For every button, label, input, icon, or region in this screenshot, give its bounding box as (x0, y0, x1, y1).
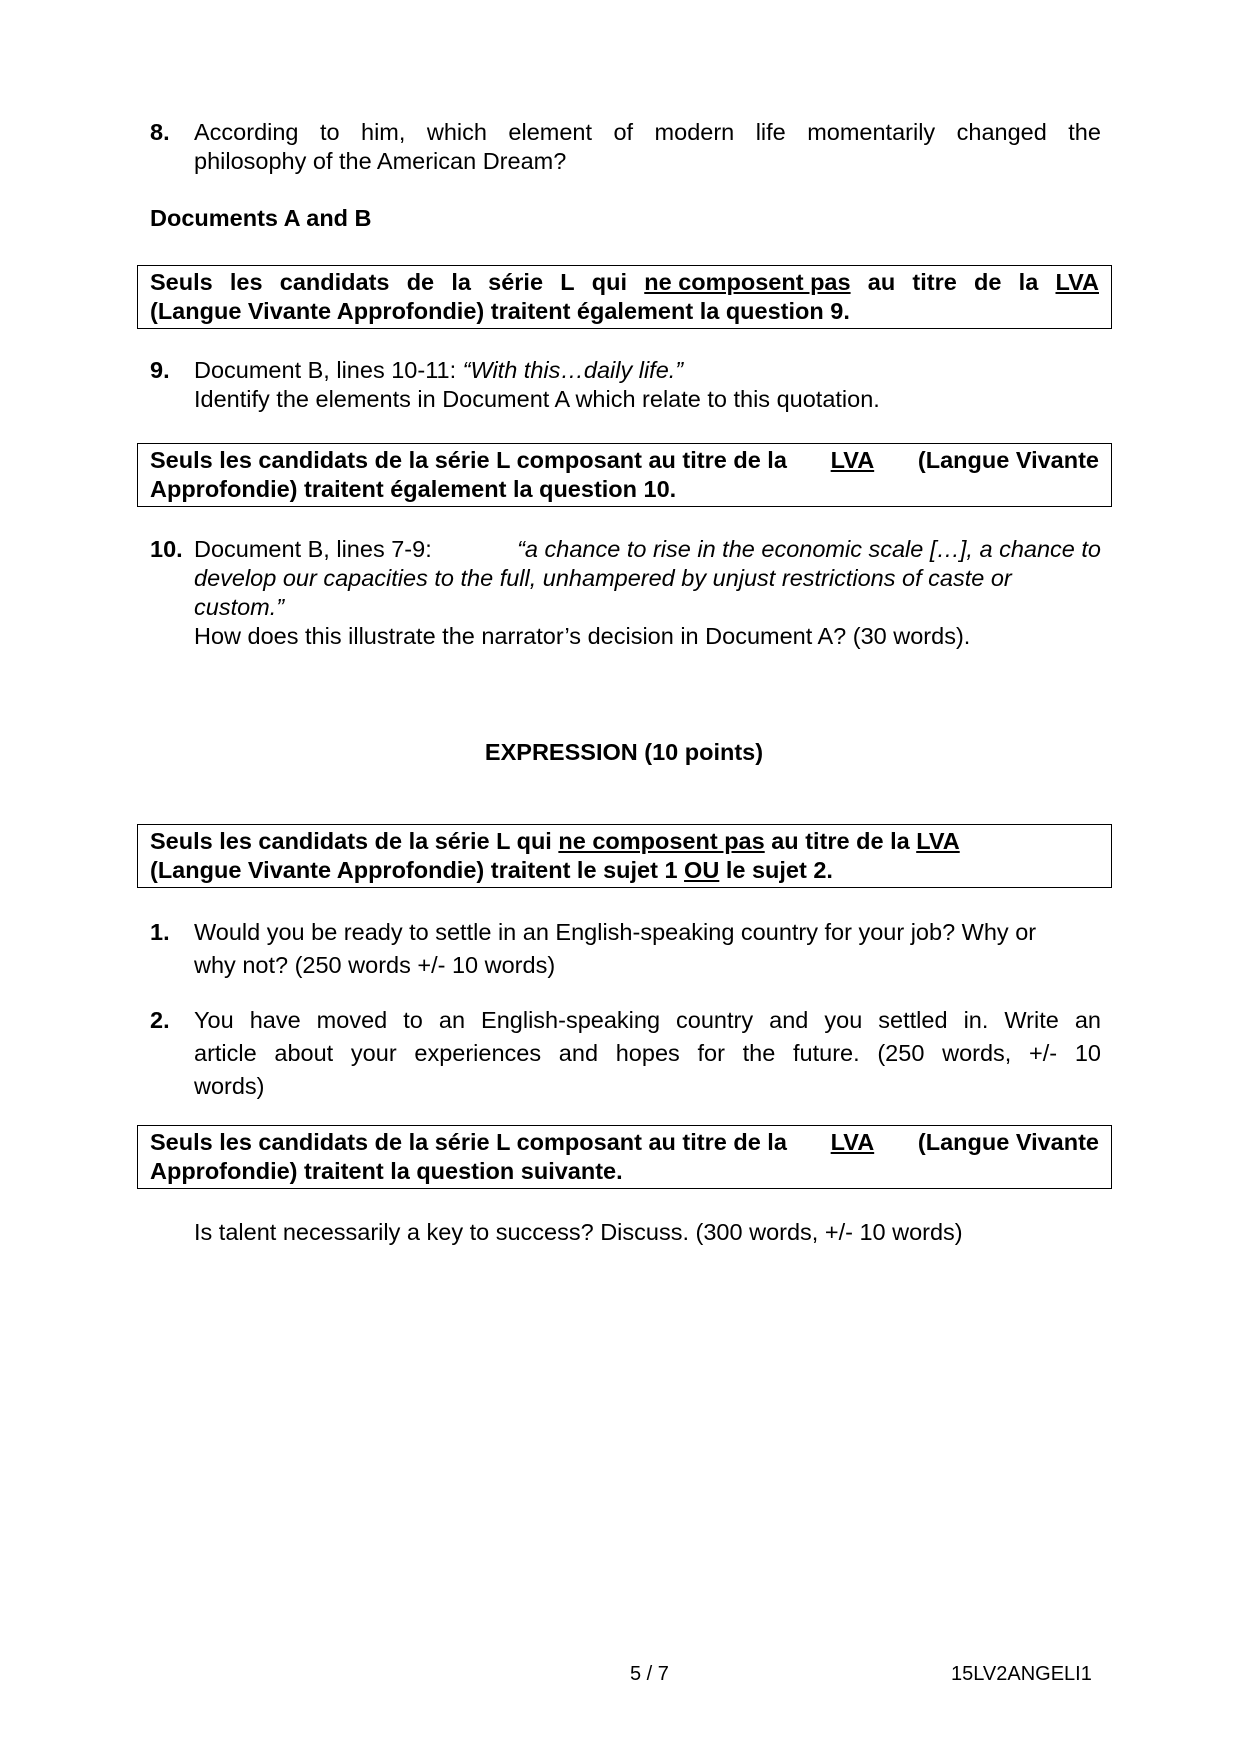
instruction-box-q10 (137, 443, 1112, 507)
subject-1-line1: Would you be ready to settle in an English-speaking country for your job? Why or (194, 919, 1037, 945)
question-8-line1: According to him, which element of modern life momentarily changed the (194, 119, 1101, 145)
instruction-box-q9-line1: Seuls les candidats de la série L qui ne composent pas au titre de la LVA (150, 269, 1099, 295)
subject-2-line3: words) (194, 1073, 265, 1099)
subject-2-line1: You have moved to an English-speaking country and you settled in. Write an (194, 1007, 1101, 1033)
page-number: 5 / 7 (630, 1663, 669, 1685)
instruction-box-q9 (137, 265, 1112, 329)
instruction-box-q10-line1: Seuls les candidats de la série L composant au titre de la LVA (Langue Vivante (150, 447, 1099, 473)
subject-1-number: 1. (150, 919, 170, 945)
documents-heading: Documents A and B (150, 205, 372, 231)
instruction-box-q10-line2: Approfondie) traitent également la question 10. (150, 476, 677, 502)
question-10-line4: How does this illustrate the narrator’s decision in Document A? (30 words). (194, 623, 971, 649)
expression-heading: EXPRESSION (10 points) (484, 739, 764, 765)
question-10-line2: develop our capacities to the full, unhampered by unjust restrictions of caste or (194, 565, 1012, 591)
subject-2-line2: article about your experiences and hopes for the future. (250 words, +/- 10 (194, 1040, 1101, 1066)
subject-2-number: 2. (150, 1007, 170, 1033)
instruction-box-subjects (137, 824, 1112, 888)
subject-1-line2: why not? (250 words +/- 10 words) (194, 952, 556, 978)
document-code: 15LV2ANGELI1 (951, 1663, 1092, 1685)
instruction-box-lva (137, 1125, 1112, 1189)
question-9-number: 9. (150, 357, 170, 383)
instruction-box-lva-line1: Seuls les candidats de la série L composant au titre de la LVA (Langue Vivante (150, 1129, 1099, 1155)
instruction-box-lva-line2: Approfondie) traitent la question suivante. (150, 1158, 623, 1184)
question-8-line2: philosophy of the American Dream? (194, 148, 567, 174)
question-10-number: 10. (150, 536, 183, 562)
question-10-line1: Document B, lines 7-9: “a chance to rise in the economic scale […], a chance to (194, 536, 1101, 562)
question-9-line1: Document B, lines 10-11: “With this…daily life.” (194, 357, 684, 383)
question-9-line2: Identify the elements in Document A which relate to this quotation. (194, 386, 880, 412)
instruction-box-subjects-line2: (Langue Vivante Approfondie) traitent le sujet 1 OU le sujet 2. (150, 857, 833, 883)
instruction-box-subjects-line1: Seuls les candidats de la série L qui ne composent pas au titre de la LVA (150, 828, 960, 854)
final-question: Is talent necessarily a key to success? Discuss. (300 words, +/- 10 words) (194, 1219, 963, 1245)
instruction-box-q9-line2: (Langue Vivante Approfondie) traitent également la question 9. (150, 298, 850, 324)
question-8-number: 8. (150, 119, 170, 145)
question-10-line3: custom.” (194, 594, 285, 620)
